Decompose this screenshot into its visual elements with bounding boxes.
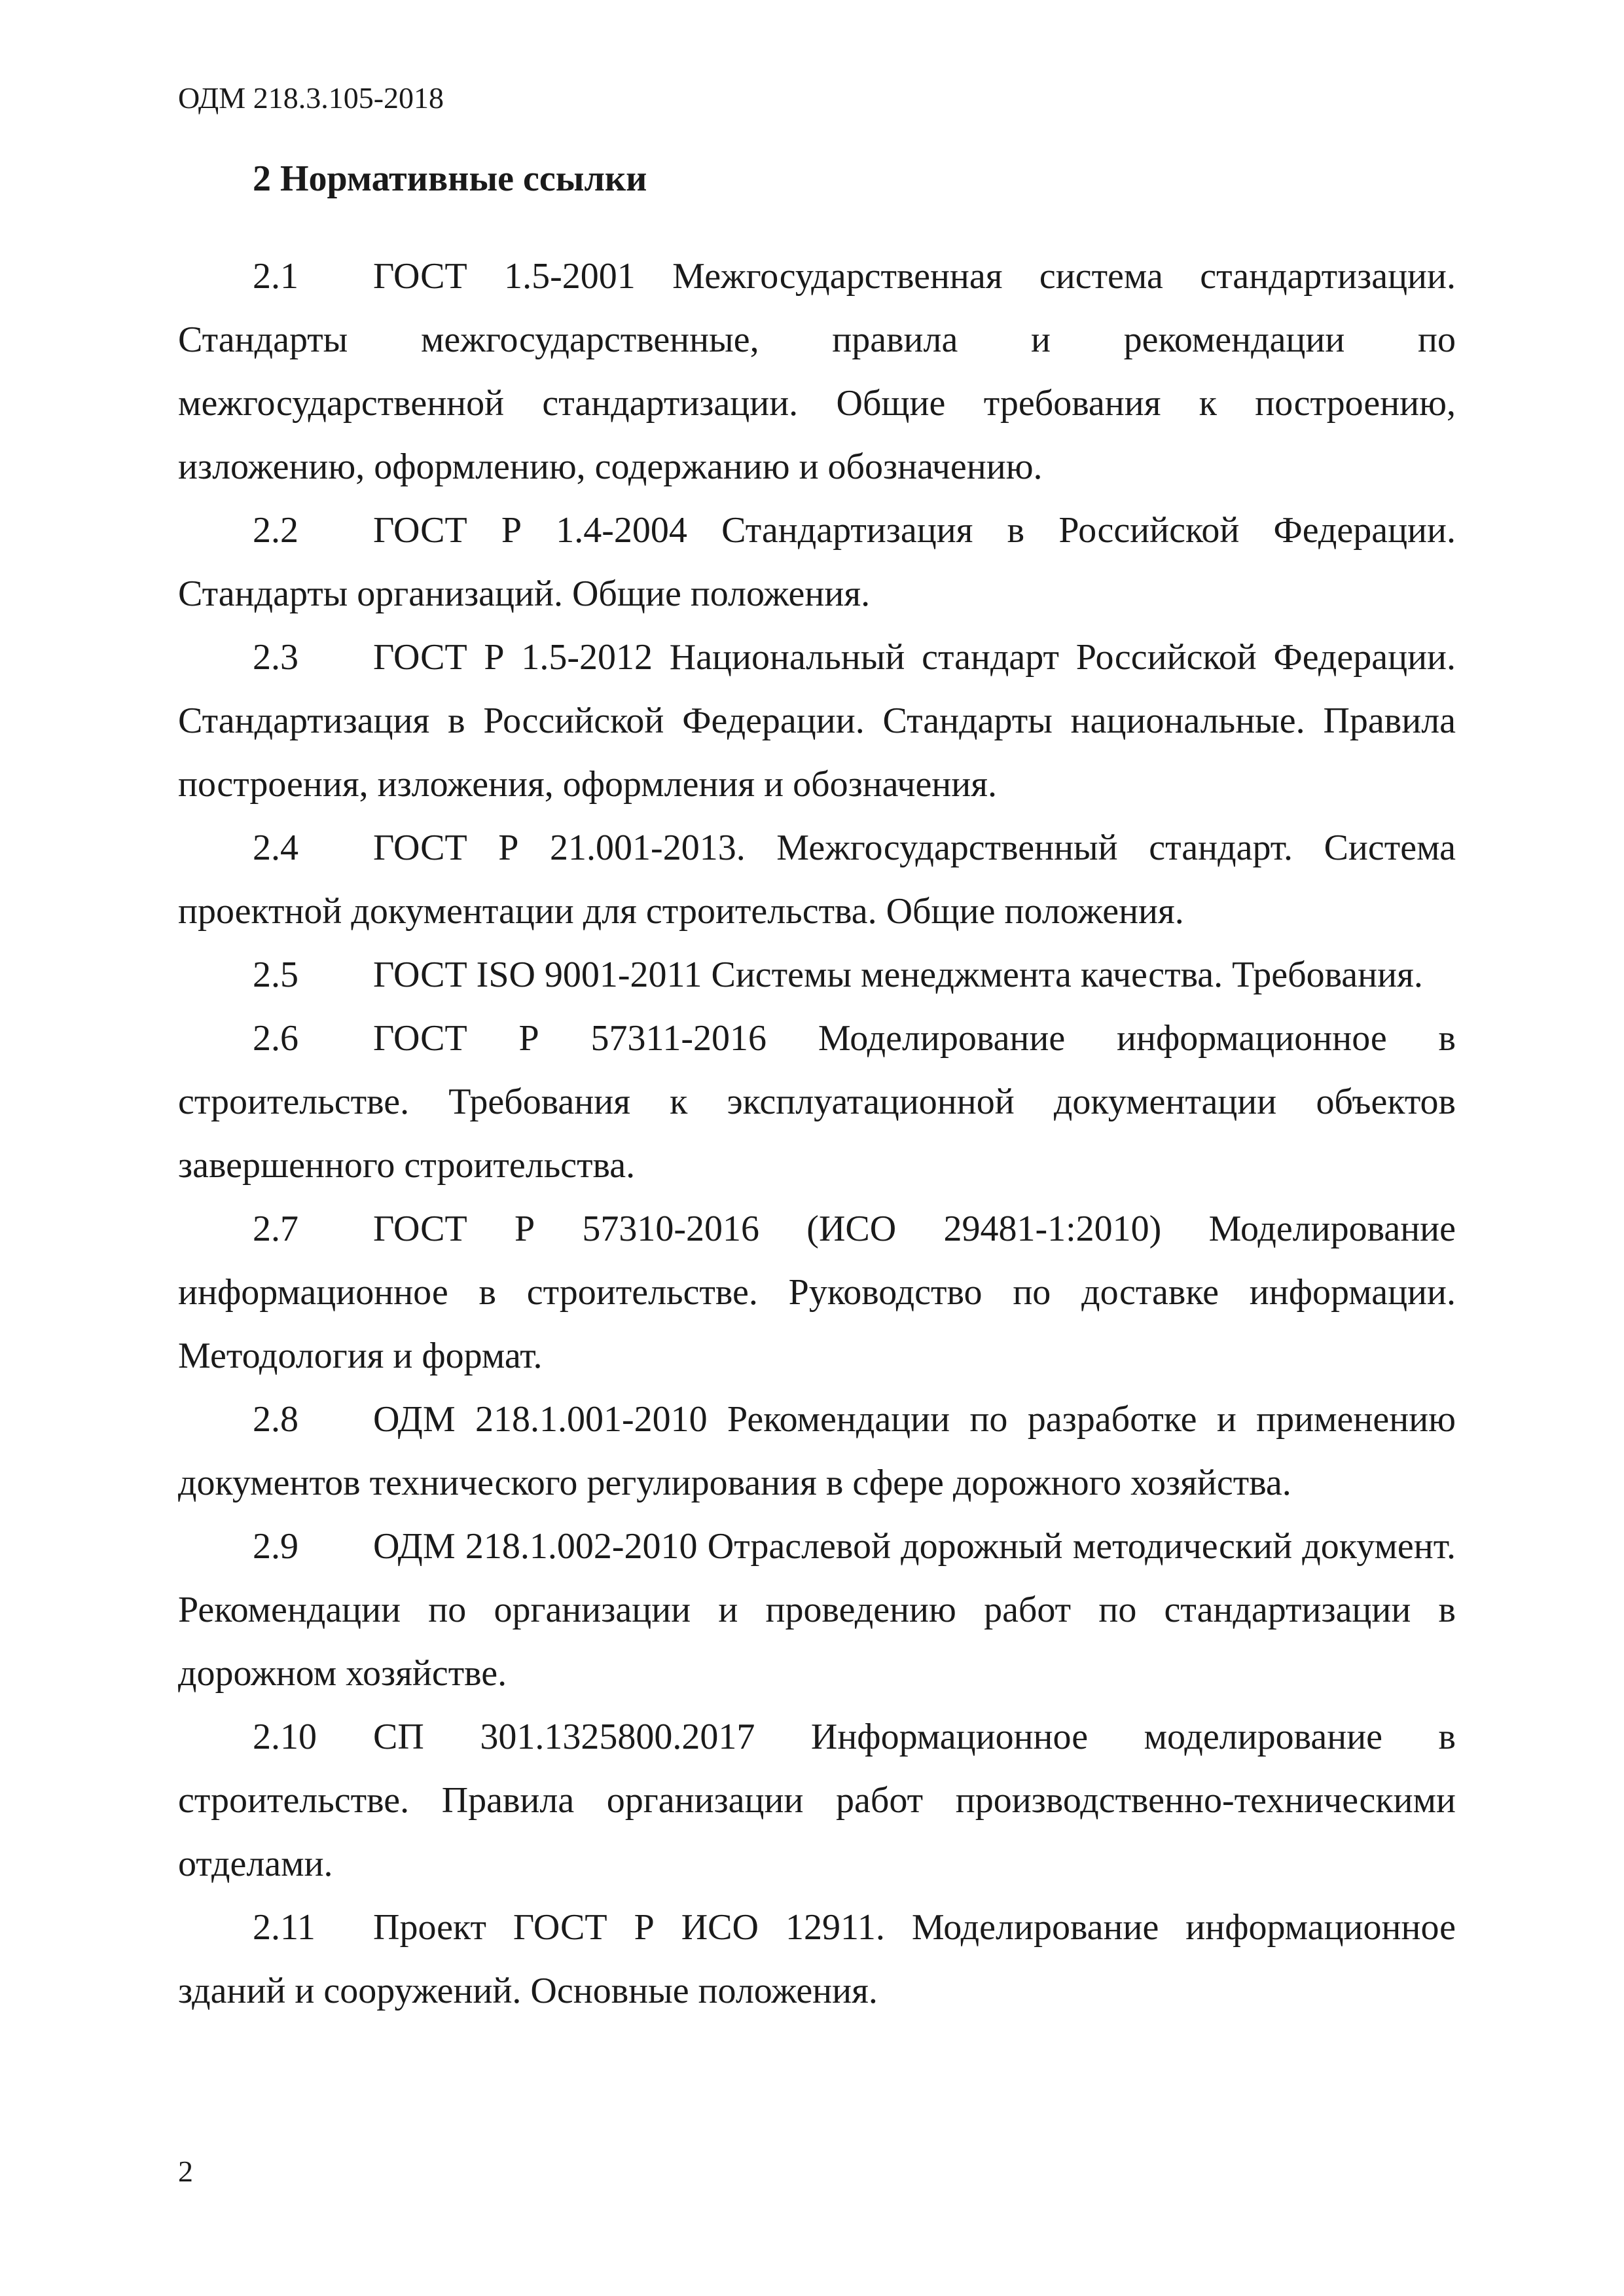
reference-item (178, 626, 1456, 816)
reference-text: ОДМ 218.1.001-2010 Рекомендации по разработке и применению документов технического регулирования в сфере дорожного хозяйства. (178, 1399, 1456, 1503)
reference-text: СП 301.1325800.2017 Информационное моделирование в строительстве. Правила организации работ производственно-техническими отделами. (178, 1717, 1456, 1884)
reference-item (178, 499, 1456, 626)
reference-item (178, 1197, 1456, 1388)
reference-text: ГОСТ 1.5-2001 Межгосударственная система стандартизации. Стандарты межгосударственные, правила и рекомендации по межгосударственной стандартизации. Общие требования к построению, изложению, оформлению, содержанию и обозначению. (178, 256, 1456, 487)
reference-text: Проект ГОСТ Р ИСО 12911. Моделирование информационное зданий и сооружений. Основные положения. (178, 1907, 1456, 2011)
reference-number: 2.4 (253, 828, 298, 868)
reference-number: 2.9 (253, 1526, 298, 1567)
reference-item (178, 1007, 1456, 1197)
reference-item (178, 1896, 1456, 2023)
reference-text: ГОСТ Р 57311-2016 Моделирование информационное в строительстве. Требования к эксплуатационной документации объектов завершенного строительства. (178, 1018, 1456, 1186)
reference-number: 2.1 (253, 256, 298, 297)
reference-number: 2.10 (253, 1717, 317, 1757)
reference-text: ГОСТ Р 21.001-2013. Межгосударственный стандарт. Система проектной документации для строительства. Общие положения. (178, 828, 1456, 932)
reference-number: 2.11 (253, 1907, 316, 1948)
reference-text: ГОСТ Р 57310-2016 (ИСО 29481-1:2010) Моделирование информационное в строительстве. Руководство по доставке информации. Методология и формат. (178, 1209, 1456, 1376)
references-list (178, 245, 1456, 2023)
reference-number: 2.2 (253, 510, 298, 551)
reference-text: ГОСТ Р 1.5-2012 Национальный стандарт Российской Федерации. Стандартизация в Российской Федерации. Стандарты национальные. Правила построения, изложения, оформления и обозначения. (178, 637, 1456, 805)
section-title: 2 Нормативные ссылки (253, 158, 647, 199)
reference-item (178, 1705, 1456, 1896)
reference-text: ОДМ 218.1.002-2010 Отраслевой дорожный методический документ. Рекомендации по организации и проведению работ по стандартизации в дорожном хозяйстве. (178, 1526, 1456, 1694)
reference-item (178, 245, 1456, 499)
reference-item (178, 816, 1456, 943)
reference-item (178, 943, 1456, 1007)
reference-item (178, 1515, 1456, 1705)
page-number: 2 (178, 2155, 193, 2188)
document-code-header: ОДМ 218.3.105-2018 (178, 81, 444, 115)
reference-text: ГОСТ ISO 9001-2011 Системы менеджмента качества. Требования. (373, 955, 1423, 995)
reference-text: ГОСТ Р 1.4-2004 Стандартизация в Российской Федерации. Стандарты организаций. Общие положения. (178, 510, 1456, 614)
reference-number: 2.7 (253, 1209, 298, 1249)
reference-number: 2.8 (253, 1399, 298, 1440)
reference-item (178, 1388, 1456, 1515)
reference-number: 2.5 (253, 955, 298, 995)
reference-number: 2.3 (253, 637, 298, 678)
reference-number: 2.6 (253, 1018, 298, 1059)
